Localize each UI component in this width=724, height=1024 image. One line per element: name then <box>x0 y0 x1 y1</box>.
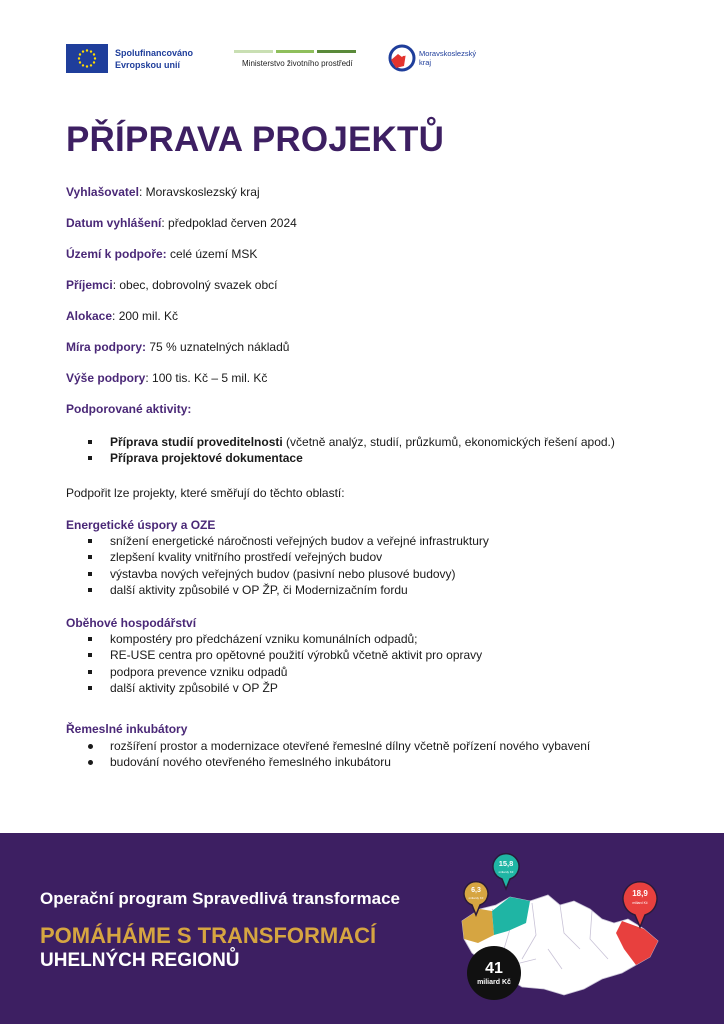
region-text <box>419 49 476 67</box>
list-item <box>88 434 615 450</box>
info-key: Alokace <box>66 309 113 323</box>
region-line1: Moravskoslezský <box>419 49 477 58</box>
activities-list <box>88 434 615 467</box>
total-badge <box>467 946 521 1000</box>
area-list-circular <box>88 631 482 697</box>
pin-west-unit: miliardy Kč <box>468 896 484 900</box>
ministry-logo <box>234 50 356 68</box>
footer-program: Operační program Spravedlivá transformace <box>40 889 400 908</box>
activity-bold: Příprava projektové dokumentace <box>110 451 303 466</box>
list-item: zlepšení kvality vnitřního prostředí veřejných budov <box>88 549 489 565</box>
info-value: 200 mil. Kč <box>118 309 179 323</box>
total-unit: miliard Kč <box>477 979 511 986</box>
intro-text: Podpořit lze projekty, které směřují do těchto oblastí: <box>66 486 345 500</box>
list-item: rozšíření prostor a modernizace otevřené řemeslné dílny včetně pořízení nového vybavení <box>88 738 590 754</box>
footer-slogan-line2: UHELNÝCH REGIONŮ <box>40 950 240 971</box>
pin-northwest-unit: miliardy Kč <box>498 870 514 874</box>
info-recipients <box>66 278 277 292</box>
list-item: budování nového otevřeného řemeslného inkubátoru <box>88 754 590 770</box>
info-key: Území k podpoře: <box>66 247 167 261</box>
footer-slogan-line1: POMÁHÁME S TRANSFORMACÍ <box>40 923 377 948</box>
logo-bar <box>66 42 486 78</box>
info-value: předpoklad červen 2024 <box>168 216 297 230</box>
area-heading-energy: Energetické úspory a OZE <box>66 518 216 532</box>
list-item: podpora prevence vzniku odpadů <box>88 664 482 680</box>
info-date <box>66 216 297 230</box>
info-key: Datum vyhlášení <box>66 216 162 230</box>
pin-west-value: 6,3 <box>471 887 481 894</box>
eu-line2: Evropskou unií <box>115 59 181 70</box>
info-support-amount <box>66 371 267 385</box>
pin-northwest <box>493 854 519 889</box>
pin-east-unit: miliard Kč <box>632 901 648 905</box>
info-value: celé území MSK <box>170 247 258 261</box>
page-title: PŘÍPRAVA PROJEKTŮ <box>66 120 445 159</box>
list-item: RE-USE centra pro opětovné použití výrobků včetně aktivit pro opravy <box>88 647 482 663</box>
activity-bold: Příprava studií proveditelnosti <box>110 435 283 449</box>
info-value: Moravskoslezský kraj <box>145 185 260 199</box>
info-key: Míra podpory: <box>66 340 146 354</box>
list-item: snížení energetické náročnosti veřejných budov a veřejné infrastruktury <box>88 533 489 549</box>
info-sep: : <box>112 278 120 292</box>
eu-line1: Spolufinancováno <box>115 47 194 58</box>
list-item: výstavba nových veřejných budov (pasivní nebo plusové budovy) <box>88 566 489 582</box>
info-sep: : <box>161 216 169 230</box>
info-value: obec, dobrovolný svazek obcí <box>119 278 278 292</box>
area-heading-crafts: Řemeslné inkubátory <box>66 722 188 736</box>
eu-logo <box>66 44 193 73</box>
activities-heading: Podporované aktivity: <box>66 402 192 416</box>
pin-northwest-value: 15,8 <box>498 859 514 868</box>
info-key: Příjemci <box>66 278 113 292</box>
info-support-rate <box>66 340 289 354</box>
ministry-bars-icon <box>234 50 356 53</box>
eu-logo-text <box>115 47 193 71</box>
list-item: další aktivity způsobilé v OP ŽP <box>88 680 482 696</box>
eu-flag-icon <box>66 44 108 73</box>
ministry-text: Ministerstvo životního prostředí <box>242 59 353 68</box>
area-list-crafts <box>88 738 590 771</box>
area-heading-circular: Oběhové hospodářství <box>66 616 197 630</box>
region-logo <box>388 44 476 72</box>
info-key: Vyhlašovatel <box>66 185 139 199</box>
footer-banner <box>0 833 724 1024</box>
list-item: další aktivity způsobilé v OP ŽP, či Modernizačním fordu <box>88 582 489 598</box>
info-key: Výše podpory <box>66 371 146 385</box>
total-value: 41 <box>485 960 503 977</box>
list-item: kompostéry pro předcházení vzniku komunálních odpadů; <box>88 631 482 647</box>
list-item <box>88 450 615 466</box>
info-territory <box>66 247 257 261</box>
info-announcer <box>66 185 260 199</box>
czech-map-illustration <box>452 849 674 1009</box>
info-sep: : <box>112 309 119 323</box>
info-value: 75 % uznatelných nákladů <box>149 340 290 354</box>
info-value: 100 tis. Kč – 5 mil. Kč <box>152 371 268 385</box>
region-line2: kraj <box>419 58 432 67</box>
info-sep: : <box>145 371 153 385</box>
region-emblem-icon <box>388 44 416 72</box>
area-list-energy <box>88 533 489 599</box>
info-sep: : <box>138 185 146 199</box>
activity-rest: (včetně analýz, studií, průzkumů, ekonomických řešení apod.) <box>282 435 615 449</box>
pin-east-value: 18,9 <box>632 889 648 898</box>
info-allocation <box>66 309 178 323</box>
